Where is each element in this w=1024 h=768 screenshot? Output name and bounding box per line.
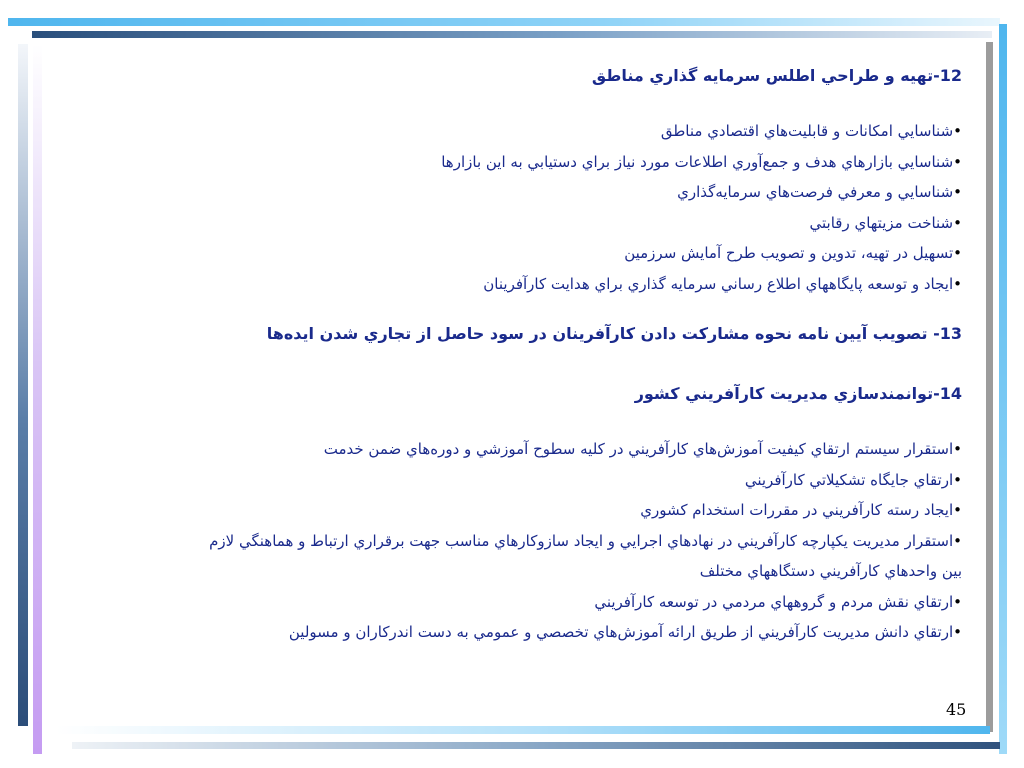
list-item: •ارتقاي دانش مديريت كارآفريني از طريق ارائه آموزش‌هاي تخصصي و عمومي به دست اندركاران و مسولين bbox=[288, 623, 962, 641]
bullet-icon: • bbox=[953, 152, 962, 171]
list-item: •شناسايي بازارهاي هدف و جمع‌آوري اطلاعات مورد نياز براي دستيابي به اين بازارها bbox=[441, 152, 962, 171]
bullet-icon: • bbox=[953, 440, 962, 458]
bullet-icon: • bbox=[953, 244, 962, 262]
list-item: •استقرار مديريت يكپارچه كارآفريني در نهادهاي اجرايي و ايجاد سازوكارهاي مناسب جهت برقراري ارتباط و هماهنگي لازم bbox=[209, 531, 962, 550]
frame-left-purple-bar bbox=[33, 44, 42, 754]
bullet-icon: • bbox=[953, 122, 962, 140]
list-item: •تسهيل در تهيه، تدوين و تصويب طرح آمايش سرزمين bbox=[624, 244, 962, 262]
page-number: 45 bbox=[946, 700, 967, 719]
bullet-icon: • bbox=[953, 531, 962, 550]
frame-right-light-bar bbox=[999, 24, 1007, 754]
bullet-icon: • bbox=[953, 623, 962, 641]
bullet-icon: • bbox=[953, 213, 962, 232]
frame-bottom-dark-bar bbox=[72, 742, 1000, 749]
frame-left-dark-bar bbox=[18, 44, 28, 726]
bullet-icon: • bbox=[953, 592, 962, 611]
frame-top-dark-bar bbox=[32, 31, 992, 38]
list-item: •ارتقاي جايگاه تشكيلاتي كارآفريني bbox=[744, 470, 962, 489]
frame-right-gray-bar bbox=[986, 42, 993, 732]
list-item-continuation: بين واحدهاي كارآفريني دستگاههاي مختلف bbox=[699, 562, 962, 580]
bullet-icon: • bbox=[953, 274, 962, 293]
list-item: •استقرار سيستم ارتقاي كيفيت آموزش‌هاي كارآفريني در كليه سطوح آموزشي و دوره‌هاي ضمن خدمت bbox=[323, 440, 962, 458]
frame-top-light-bar bbox=[8, 18, 1000, 26]
list-item: •ايجاد رسته كارآفريني در مقررات استخدام كشوري bbox=[640, 501, 962, 519]
bullet-icon: • bbox=[953, 501, 962, 519]
section-12-list bbox=[46, 116, 962, 299]
list-item: •شناخت مزيتهاي رقابتي bbox=[809, 213, 962, 232]
bullet-icon: • bbox=[953, 183, 962, 201]
list-item: •شناسايي و معرفي فرصت‌هاي سرمايه‌گذاري bbox=[677, 183, 962, 201]
list-item: •ارتقاي نقش مردم و گروههاي مردمي در توسعه كارآفريني bbox=[594, 592, 962, 611]
section-12-heading: 12-تهيه و طراحي اطلس سرمايه گذاري مناطق bbox=[591, 66, 962, 85]
frame-bottom-light-bar bbox=[56, 726, 990, 734]
bullet-icon: • bbox=[953, 470, 962, 489]
section-14-list bbox=[46, 434, 962, 648]
list-item: •ايجاد و توسعه پايگاههاي اطلاع رساني سرمايه گذاري براي هدايت كارآفرينان bbox=[483, 274, 962, 293]
list-item: •شناسايي امكانات و قابليت‌هاي اقتصادي مناطق bbox=[660, 122, 962, 140]
section-14-heading: 14-توانمندسازي مديريت كارآفريني كشور bbox=[634, 384, 962, 403]
slide-content bbox=[46, 64, 962, 648]
section-13-heading: 13- تصويب آيين نامه نحوه مشاركت دادن كارآفرينان در سود حاصل از تجاري شدن ايده‌ها bbox=[266, 324, 962, 343]
